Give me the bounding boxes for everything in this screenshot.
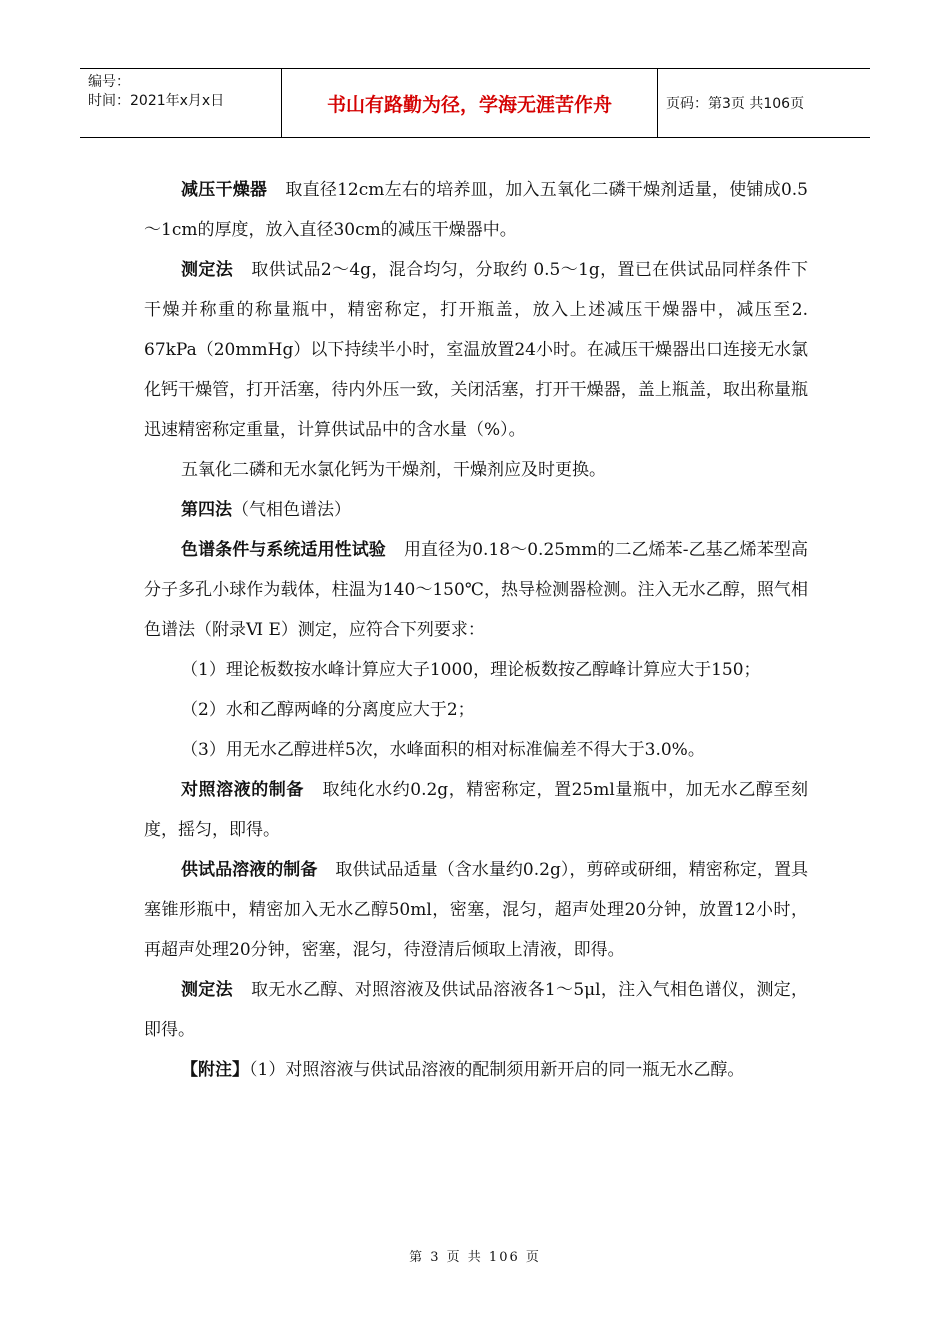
para-text: （1）对照溶液与供试品溶液的配制须用新开启的同一瓶无水乙醇。	[249, 1060, 745, 1080]
para-text: 用直径为0.18～0.25mm的二乙烯苯-乙基乙烯苯型高分子多孔小球作为载体，柱温为140～150℃，热导检测器检测。注入无水乙醇，照气相色谱法（附录Ⅵ E）测定，应符合下列要求：	[144, 540, 809, 640]
paragraph-method-four	[144, 490, 808, 530]
para-heading: 色谱条件与系统适用性试验	[181, 540, 386, 560]
para-text: 取无水乙醇、对照溶液及供试品溶液各1～5μl，注入气相色谱仪，测定，即得。	[144, 980, 809, 1040]
paragraph-desiccant-note	[144, 450, 808, 490]
header-meta	[80, 69, 282, 137]
para-text: 取直径12cm左右的培养皿，加入五氧化二磷干燥剂适量，使铺成0.5～1cm的厚度，放入直径30cm的减压干燥器中。	[144, 180, 809, 240]
header-motto: 书山有路勤为径，学海无涯苦作舟	[282, 69, 658, 137]
paragraph-requirement-3	[144, 730, 808, 770]
para-text: 五氧化二磷和无水氯化钙为干燥剂，干燥剂应及时更换。	[181, 460, 606, 480]
para-heading: 减压干燥器	[181, 180, 268, 200]
time-label: 时间：2021年x月x日	[88, 93, 225, 109]
number-label: 编号：	[88, 74, 130, 90]
para-heading: 【附注】	[181, 1060, 249, 1080]
para-heading: 测定法	[181, 980, 233, 1000]
para-text: 取供试品2～4g，混合均匀，分取约 0.5～1g，置已在供试品同样条件下干燥并称重的称量瓶中，精密称定，打开瓶盖，放入上述减压干燥器中，减压至2. 67kPa（20mmHg）以下持续半小时，室温放置24小时。在减压干燥器出口连接无水氯化钙干燥管，打开活塞，待内外压一致，关闭活塞，打开干燥器，盖上瓶盖，取出称量瓶迅速精密称定重量，计算供试品中的含水量（%）。	[144, 260, 808, 440]
para-heading: 测定法	[181, 260, 234, 280]
para-text: （气相色谱法）	[232, 500, 351, 520]
para-heading: 第四法	[181, 500, 232, 520]
para-text: （1）理论板数按水峰计算应大子1000，理论板数按乙醇峰计算应大于150；	[181, 660, 761, 680]
paragraph-determination	[144, 970, 808, 1050]
para-text: 取供试品适量（含水量约0.2g），剪碎或研细，精密称定，置具塞锥形瓶中，精密加入无水乙醇50ml，密塞，混匀，超声处理20分钟，放置12小时，再超声处理20分钟，密塞，混匀，待澄清后倾取上清液，即得。	[144, 860, 809, 960]
header-page-info: 页码：第3页 共106页	[666, 96, 805, 112]
paragraph-method	[144, 250, 808, 450]
paragraph-requirement-2	[144, 690, 808, 730]
page-header	[80, 68, 870, 138]
page-footer: 第 3 页 共 106 页	[409, 1250, 541, 1265]
document-body	[144, 170, 808, 1090]
paragraph-note	[144, 1050, 808, 1090]
paragraph-requirement-1	[144, 650, 808, 690]
paragraph-chromatography-conditions	[144, 530, 808, 650]
para-text: （2）水和乙醇两峰的分离度应大于2；	[181, 700, 475, 720]
para-heading: 供试品溶液的制备	[181, 860, 318, 880]
paragraph-reference-solution	[144, 770, 808, 850]
paragraph-test-solution	[144, 850, 808, 970]
para-text: 取纯化水约0.2g，精密称定，置25ml量瓶中，加无水乙醇至刻度，摇匀，即得。	[144, 780, 809, 840]
paragraph-decompression-dryer	[144, 170, 808, 250]
para-heading: 对照溶液的制备	[181, 780, 304, 800]
para-text: （3）用无水乙醇进样5次，水峰面积的相对标准偏差不得大于3.0%。	[181, 740, 705, 760]
